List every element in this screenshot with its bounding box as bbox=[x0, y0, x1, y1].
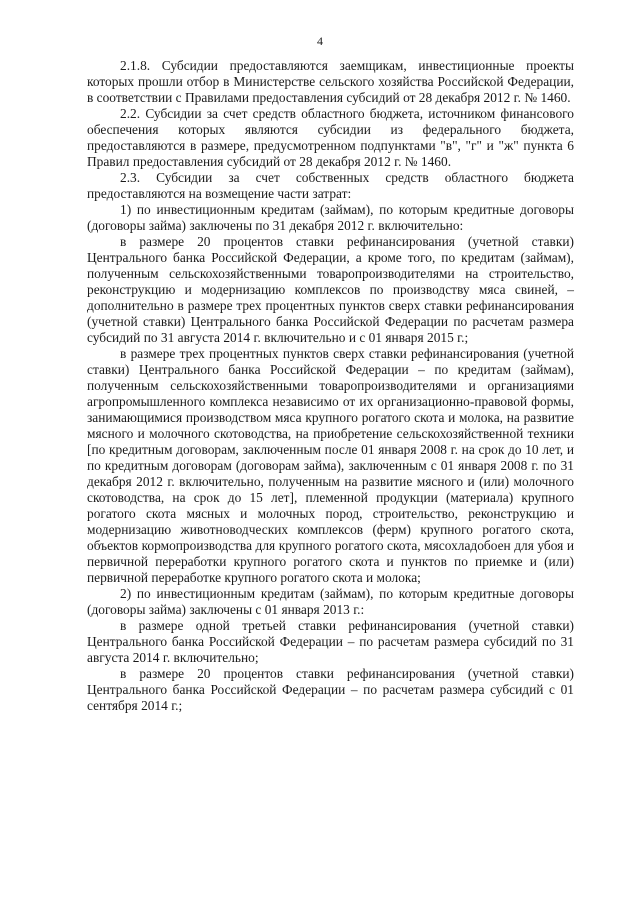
paragraph-2-3: 2.3. Субсидии за счет собственных средств областного бюджета предоставляются на возмещение части затрат: bbox=[87, 170, 574, 201]
paragraph-item-1-rate-20-percent: в размере 20 процентов ставки рефинансирования (учетной ставки) Центрального банка Российской Федерации, а кроме того, по кредитам (займам), полученным сельскохозяйственными товаропроизводителями на строительство, реконструкцию и модернизацию комплексов по производству мяса свиней, – дополнительно в размере трех процентных пунктов сверх ставки рефинансирования (учетной ставки) Центрального банка Российской Федерации по расчетам размера субсидий по 31 августа 2014 г. включительно и с 01 января 2015 г.; bbox=[87, 234, 574, 345]
document-body bbox=[87, 58, 574, 714]
paragraph-2-3-item-1: 1) по инвестиционным кредитам (займам), по которым кредитные договоры (договоры займа) заключены по 31 декабря 2012 г. включительно: bbox=[87, 202, 574, 233]
page-number: 4 bbox=[317, 34, 323, 48]
paragraph-2-1-8: 2.1.8. Субсидии предоставляются заемщикам, инвестиционные проекты которых прошли отбор в Министерстве сельского хозяйства Российской Федерации, в соответствии с Правилами предоставления субсидий от 28 декабря 2012 г. № 1460. bbox=[87, 58, 574, 105]
paragraph-2-3-item-2: 2) по инвестиционным кредитам (займам), по которым кредитные договоры (договоры займа) заключены с 01 января 2013 г.: bbox=[87, 586, 574, 617]
paragraph-2-2: 2.2. Субсидии за счет средств областного бюджета, источником финансового обеспечения которых являются субсидии из федерального бюджета, предоставляются в размере, предусмотренном подпунктами "в", "г" и "ж" пункта 6 Правил предоставления субсидий от 28 декабря 2012 г. № 1460. bbox=[87, 106, 574, 169]
paragraph-item-2-one-third-rate: в размере одной третьей ставки рефинансирования (учетной ставки) Центрального банка Российской Федерации – по расчетам размера субсидий по 31 августа 2014 г. включительно; bbox=[87, 618, 574, 665]
paragraph-item-2-rate-20-percent: в размере 20 процентов ставки рефинансирования (учетной ставки) Центрального банка Российской Федерации – по расчетам размера субсидий с 01 сентября 2014 г.; bbox=[87, 666, 574, 713]
paragraph-item-1-three-points: в размере трех процентных пунктов сверх ставки рефинансирования (учетной ставки) Центрального банка Российской Федерации – по кредитам (займам), полученным сельскохозяйственными товаропроизводителями и организациями агропромышленного комплекса независимо от их организационно-правовой формы, занимающимися производством мяса крупного рогатого скота и молока, на развитие мясного и молочного скотоводства, на приобретение сельскохозяйственной техники [по кредитным договорам, заключенным после 01 января 2008 г. на срок до 10 лет, и по кредитным договорам (договорам займа), заключенным с 01 января 2008 г. по 31 декабря 2012 г. включительно, полученным на развитие мясного и (или) молочного скотоводства, на срок до 15 лет], племенной продукции (материала) крупного рогатого скота мясных и молочных пород, строительство, реконструкцию и модернизацию животноводческих комплексов (ферм) крупного рогатого скота, объектов кормопроизводства для крупного рогатого скота, мясохладобоен для убоя и первичной переработки крупного рогатого скота и пунктов по приемке и (или) первичной переработке крупного рогатого скота и молока; bbox=[87, 346, 574, 585]
